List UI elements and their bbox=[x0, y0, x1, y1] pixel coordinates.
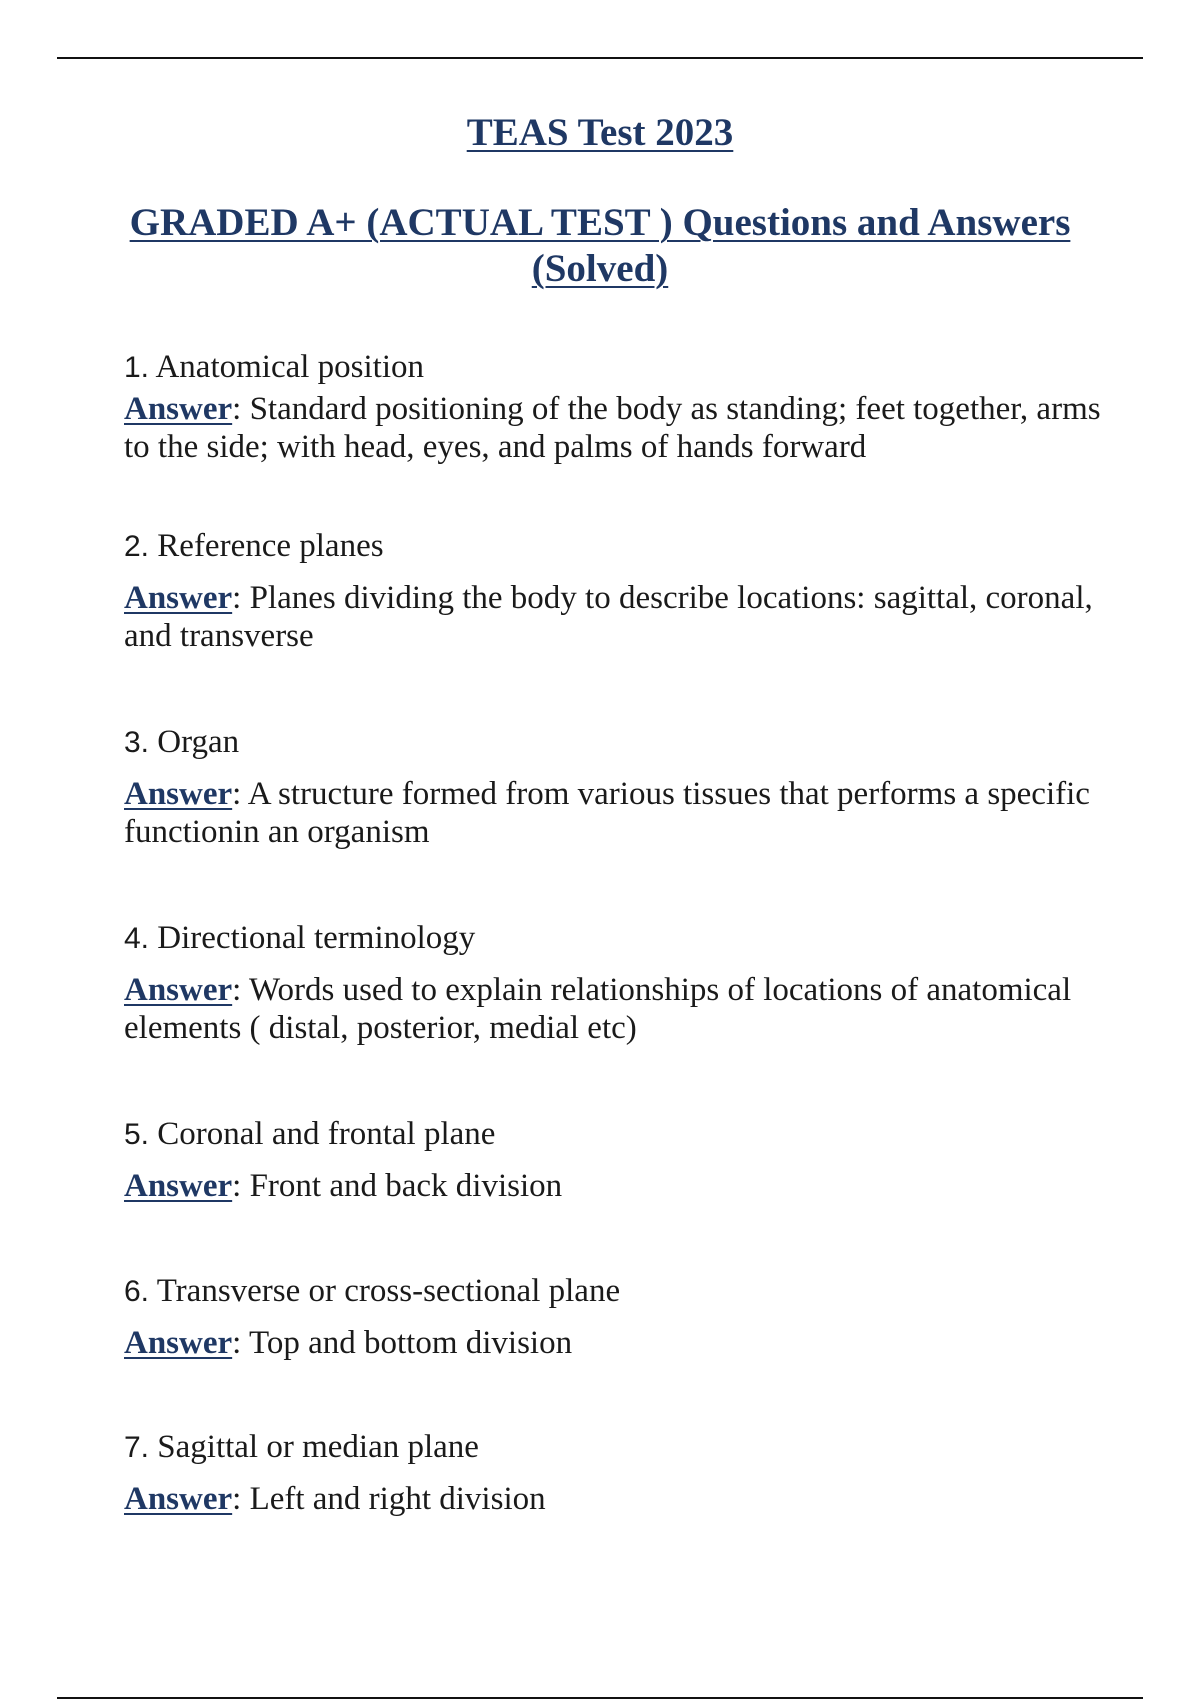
qa-item-6 bbox=[124, 1271, 1124, 1362]
answer bbox=[124, 1324, 1124, 1362]
answer bbox=[124, 390, 1124, 466]
answer bbox=[124, 1167, 1124, 1205]
qa-item-1 bbox=[124, 347, 1124, 466]
qa-item-7 bbox=[124, 1427, 1124, 1518]
question bbox=[124, 722, 1124, 763]
answer bbox=[124, 971, 1124, 1047]
answer bbox=[124, 775, 1124, 851]
answer-text: : Top and bottom division bbox=[232, 1325, 573, 1361]
answer-label: Answer bbox=[124, 580, 233, 616]
answer-label: Answer bbox=[124, 1325, 233, 1361]
qa-item-5 bbox=[124, 1114, 1124, 1205]
question-text: Directional terminology bbox=[157, 920, 476, 956]
question-number: 5. bbox=[124, 1118, 150, 1151]
question-number: 2. bbox=[124, 530, 150, 563]
answer bbox=[124, 1480, 1124, 1518]
answer-text: : Words used to explain relationships of locations of anatomical elements ( distal, posterior, medial etc) bbox=[124, 972, 1072, 1046]
question-text: Coronal and frontal plane bbox=[157, 1116, 496, 1152]
answer bbox=[124, 579, 1124, 655]
question bbox=[124, 1271, 1124, 1312]
answer-text: : A structure formed from various tissues that performs a specific functionin an organism bbox=[124, 776, 1090, 850]
qa-item-2 bbox=[124, 526, 1124, 655]
bottom-rule bbox=[57, 1697, 1143, 1699]
answer-text: : Left and right division bbox=[232, 1481, 546, 1517]
question-text: Sagittal or median plane bbox=[157, 1429, 479, 1465]
question bbox=[124, 526, 1124, 567]
answer-text: : Front and back division bbox=[232, 1168, 563, 1204]
qa-item-3 bbox=[124, 722, 1124, 851]
qa-item-4 bbox=[124, 918, 1124, 1047]
question bbox=[124, 347, 1124, 388]
question bbox=[124, 1114, 1124, 1155]
question-text: Transverse or cross-sectional plane bbox=[156, 1273, 621, 1309]
question-number: 4. bbox=[124, 922, 150, 955]
question-number: 1. bbox=[124, 351, 150, 384]
answer-label: Answer bbox=[124, 972, 233, 1008]
answer-label: Answer bbox=[124, 1481, 233, 1517]
document-title: TEAS Test 2023 bbox=[466, 111, 734, 154]
question bbox=[124, 918, 1124, 959]
question-text: Reference planes bbox=[157, 528, 384, 564]
answer-label: Answer bbox=[124, 1168, 233, 1204]
top-rule bbox=[57, 57, 1143, 59]
document-subtitle: GRADED A+ (ACTUAL TEST ) Questions and Answers (Solved) bbox=[129, 201, 1071, 290]
answer-text: : Planes dividing the body to describe locations: sagittal, coronal, and transverse bbox=[124, 580, 1093, 654]
answer-text: : Standard positioning of the body as standing; feet together, arms to the side; with head, eyes, and palms of hands forward bbox=[124, 391, 1101, 465]
question-number: 7. bbox=[124, 1431, 150, 1464]
question-text: Anatomical position bbox=[155, 349, 425, 385]
question-text: Organ bbox=[157, 724, 240, 760]
question-number: 3. bbox=[124, 726, 150, 759]
answer-label: Answer bbox=[124, 776, 233, 812]
question bbox=[124, 1427, 1124, 1468]
answer-label: Answer bbox=[124, 391, 233, 427]
question-number: 6. bbox=[124, 1275, 150, 1308]
